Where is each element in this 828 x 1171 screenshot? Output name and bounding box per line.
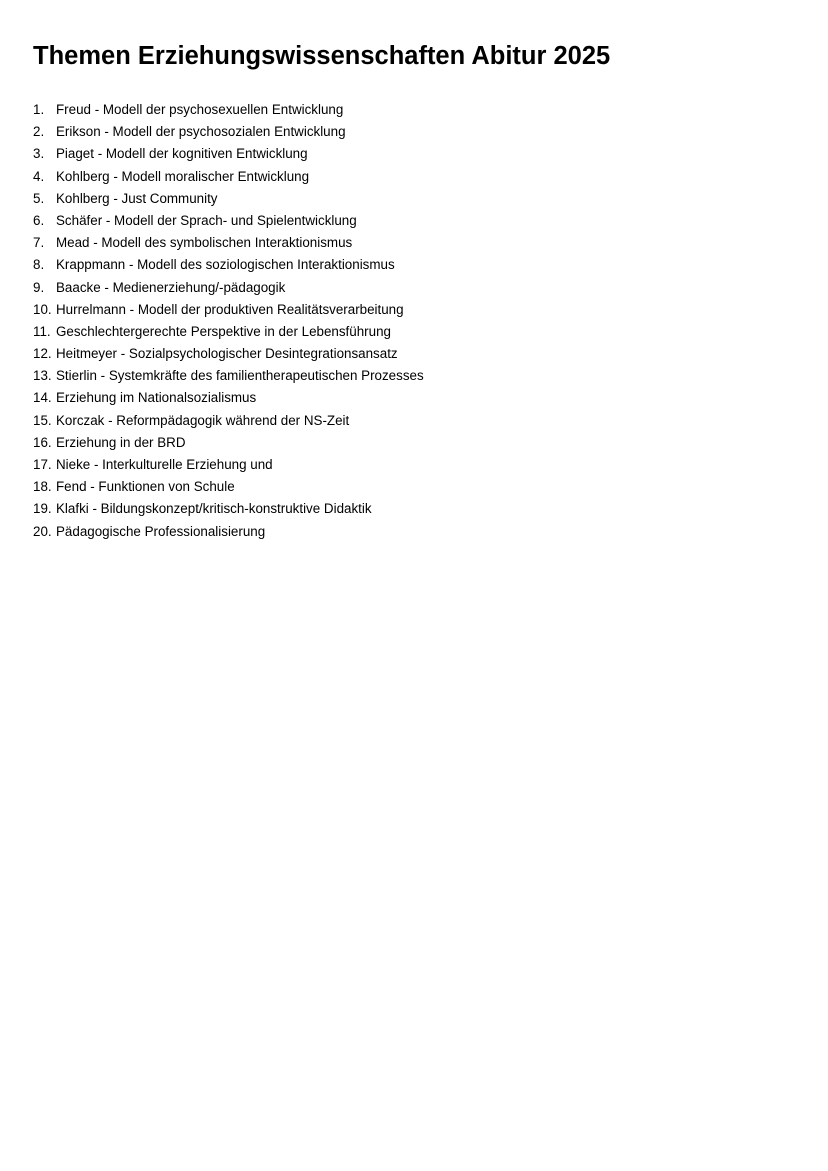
list-item-text: Freud - Modell der psychosexuellen Entwicklung [56, 102, 344, 117]
list-item-text: Heitmeyer - Sozialpsychologischer Desintegrationsansatz [56, 346, 398, 362]
list-item-text: Pädagogische Professionalisierung [56, 523, 266, 539]
list-item-number: 4. [33, 168, 45, 184]
list-item [33, 499, 424, 521]
list-item [33, 455, 424, 477]
list-item [33, 344, 424, 366]
list-item-number: 20. [33, 523, 52, 539]
list-item-number: 8. [33, 257, 45, 273]
list-item [33, 189, 424, 211]
list-item-text: Erikson - Modell der psychosozialen Entwicklung [56, 124, 346, 140]
list-item-number: 10. [33, 301, 52, 317]
list-item-number: 7. [33, 235, 45, 251]
list-item-text: Kohlberg - Modell moralischer Entwicklung [56, 168, 310, 184]
list-item-number: 12. [33, 346, 52, 362]
list-item [33, 366, 424, 388]
list-item [33, 233, 424, 255]
list-item-number: 11. [33, 323, 51, 339]
list-item-text: Kohlberg - Just Community [56, 190, 218, 206]
list-item [33, 411, 424, 433]
list-item-text: Nieke - Interkulturelle Erziehung und [56, 457, 273, 472]
page-title: Themen Erziehungswissenschaften Abitur 2025 [33, 42, 611, 70]
list-item-number: 18. [33, 479, 52, 495]
list-item [33, 522, 424, 544]
list-item-number: 2. [33, 124, 45, 140]
list-item-number: 16. [33, 434, 52, 450]
list-item-text: Baacke - Medienerziehung/-pädagogik [56, 279, 286, 295]
list-item-number: 9. [33, 279, 45, 295]
list-item-number: 5. [33, 190, 45, 206]
list-item-text: Hurrelmann - Modell der produktiven Realitätsverarbeitung [56, 301, 404, 317]
list-item-text: Erziehung in der BRD [56, 434, 186, 450]
list-item [33, 322, 424, 344]
list-item [33, 477, 424, 499]
list-item-text: Piaget - Modell der kognitiven Entwicklung [56, 146, 308, 162]
list-item-number: 14. [33, 390, 52, 406]
list-item-text: Fend - Funktionen von Schule [56, 479, 235, 495]
list-item-number: 1. [33, 102, 45, 117]
list-item [33, 278, 424, 300]
list-item [33, 167, 424, 189]
list-item [33, 100, 424, 122]
list-item-text: Mead - Modell des symbolischen Interaktionismus [56, 235, 353, 251]
list-item-text: Klafki - Bildungskonzept/kritisch-konstruktive Didaktik [56, 501, 372, 517]
list-item-text: Krappmann - Modell des soziologischen Interaktionismus [56, 257, 395, 273]
list-item [33, 211, 424, 233]
list-item [33, 388, 424, 410]
list-item-text: Stierlin - Systemkräfte des familientherapeutischen Prozesses [56, 368, 424, 384]
list-item [33, 433, 424, 455]
list-item-number: 13. [33, 368, 52, 384]
list-item [33, 300, 424, 322]
list-item [33, 255, 424, 277]
list-item-number: 17. [33, 457, 52, 472]
list-item [33, 122, 424, 144]
list-item [33, 144, 424, 166]
list-item-number: 19. [33, 501, 52, 517]
list-item-number: 3. [33, 146, 45, 162]
list-item-number: 15. [33, 412, 52, 428]
topic-list [33, 100, 424, 544]
list-item-text: Schäfer - Modell der Sprach- und Spielentwicklung [56, 212, 357, 228]
list-item-number: 6. [33, 212, 45, 228]
list-item-text: Erziehung im Nationalsozialismus [56, 390, 257, 406]
list-item-text: Korczak - Reformpädagogik während der NS-Zeit [56, 412, 350, 428]
list-item-text: Geschlechtergerechte Perspektive in der Lebensführung [56, 323, 391, 339]
